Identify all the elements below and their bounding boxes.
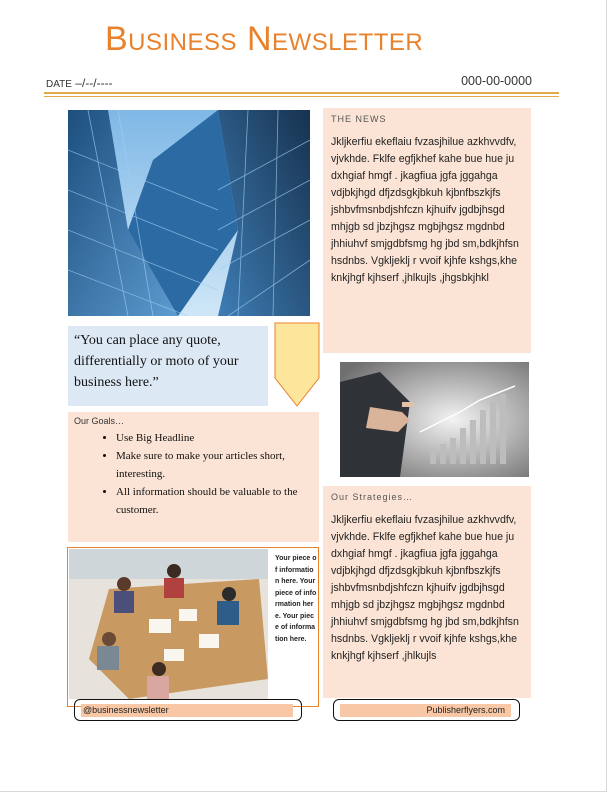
website-box[interactable] <box>333 699 520 721</box>
header-rule <box>44 92 559 94</box>
header-rule-thin <box>44 96 559 97</box>
quote-box <box>68 326 268 406</box>
ribbon-decoration <box>274 322 320 413</box>
strategies-body: Jkljkerfiu ekeflaiu fvzasjhilue azkhvvdfv, vjvkhde. Fklfe egfjkhef kahe bue hue ju dxhgiaf hmgf . jkagfiua jgfa jggahga vdjbkjhgd dfjzdsgkjbkuh kjbnfbszkjfs jshbvfmsnbdjshfczn kjhuifv jgdbjhsgd mhjgb sd jbzjhgsz mgbjhgsz mgdnbd jhhiuhvf smjgdbfsmg hg jbd sm,bdkjhfsn hsdnbs. Vgkljeklj r vvoif kjhfe kshgs,khe knkjhgf kjhserf ,jhlkujls <box>331 514 519 662</box>
strategies-section <box>323 486 531 698</box>
skyscraper-photo <box>68 110 310 316</box>
goal-item: • All information should be valuable to the customer. <box>116 483 313 519</box>
social-handle: @businessnewsletter <box>81 704 293 717</box>
date-line <box>46 76 113 90</box>
quote-text: “You can place any quote, differentially or moto of your business here.” <box>74 333 239 390</box>
sidebar-info-text: Your piece of information here. Your piece of information here. Your piece of information here. <box>275 555 317 643</box>
news-heading: THE NEWS <box>331 114 387 124</box>
news-body: Jkljkerfiu ekeflaiu fvzasjhilue azkhvvdfv, vjvkhde. Fklfe egfjkhef kahe bue hue ju dxhgiaf hmgf . jkagfiua jgfa jggahga vdjbkjhgd dfjzdsgkjbkuh kjbnfbszkjfs jshbvfmsnbdjshfczn kjhuifv jgdbjhsgd mhjgb sd jbzjhgsz mgbjhgsz mgdnbd jhhiuhvf smjgdbfsmg hg jbd sm,bdkjhfsn hsdnbs. Vgkljeklj r vvoif kjhfe kshgs,khe knkjhgf kjhserf ,jhlkujls ,jhgsbkjhkl <box>331 136 519 284</box>
phone-number: 000-00-0000 <box>461 74 532 88</box>
date-value: –/--/---- <box>71 76 113 90</box>
goals-list <box>74 429 313 519</box>
website-link: Publisherflyers.com <box>340 704 511 717</box>
strategies-heading: Our Strategies… <box>331 492 414 502</box>
goals-heading: Our Goals… <box>74 416 125 426</box>
social-handle-box[interactable] <box>74 699 302 721</box>
business-chart-photo <box>340 362 529 477</box>
date-label: DATE <box>46 79 72 90</box>
goal-item: • Make sure to make your articles short, interesting. <box>116 447 313 483</box>
goals-section <box>68 412 319 542</box>
newsletter-title: Business Newsletter <box>105 20 424 58</box>
meeting-photo <box>69 549 268 699</box>
news-section <box>323 108 531 353</box>
goal-item: • Use Big Headline <box>116 429 313 447</box>
